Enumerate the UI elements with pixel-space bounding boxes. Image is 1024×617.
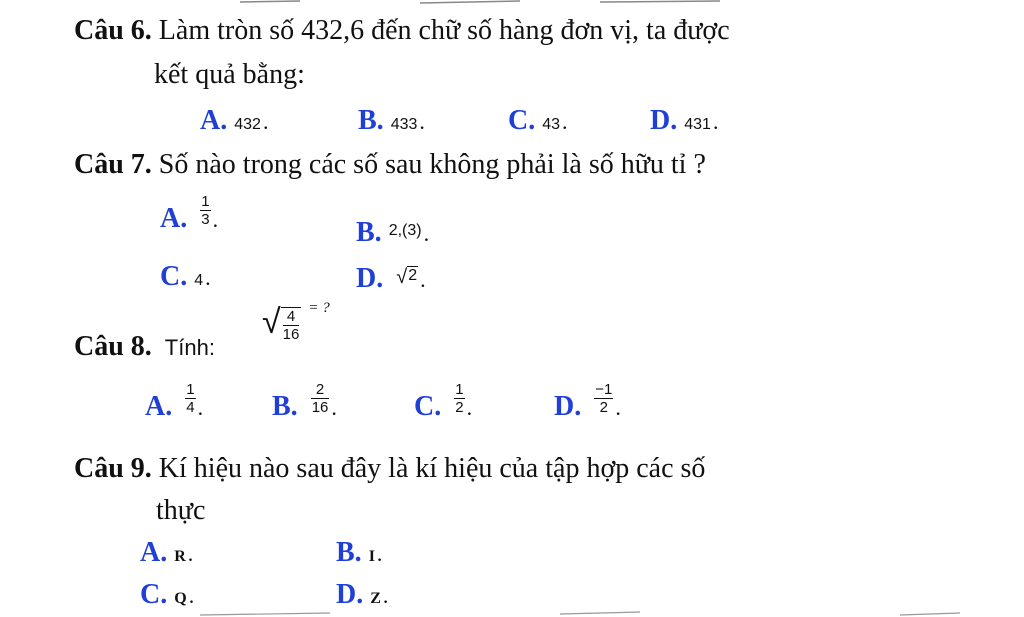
option-value: 432	[234, 116, 261, 133]
option-letter: A.	[160, 203, 188, 234]
question-9-label: Câu 9.	[74, 453, 152, 484]
question-6-line-1	[74, 14, 730, 48]
fraction: $\frac{1}{2}$	[455, 381, 464, 417]
option-value: 43	[542, 116, 561, 133]
option-letter: B.	[272, 391, 298, 422]
q8-expression	[256, 302, 330, 343]
question-8-text: Tính:	[164, 335, 215, 360]
option-value: Q	[174, 590, 187, 607]
option-letter: C.	[140, 579, 168, 610]
q8-option-c[interactable]: C. $\frac{1}{2}$ .	[414, 381, 473, 422]
expression-fraction: 4 16	[282, 308, 300, 343]
question-7-text: Số nào trong các số sau không phải là số hữu tỉ ?	[158, 149, 706, 180]
option-value: R	[174, 548, 186, 565]
option-letter: D.	[336, 579, 364, 610]
option-letter: B.	[358, 105, 384, 136]
option-letter: B.	[336, 537, 362, 568]
q8-option-d[interactable]: D. $\frac{-1}{2}$ .	[554, 381, 621, 422]
option-letter: C.	[160, 261, 188, 292]
q6-option-d[interactable]: D. 431.	[650, 105, 719, 136]
q7-option-c[interactable]: C. 4.	[160, 261, 211, 292]
expression-tail: = ?	[308, 300, 330, 317]
q9-option-c[interactable]: C. Q.	[140, 579, 195, 610]
q6-option-c[interactable]: C. 43.	[508, 105, 568, 136]
square-root: √ 4 16	[262, 303, 300, 343]
q7-option-a[interactable]: A. $\frac{1}{3}$ .	[160, 193, 219, 234]
option-value: 2,(3)	[388, 222, 422, 239]
fraction: $\frac{-1}{2}$	[595, 381, 613, 417]
option-letter: A.	[140, 537, 168, 568]
q7-option-b[interactable]: B. $^{2,(3)}$.	[356, 217, 430, 248]
fraction: $\frac{1}{3}$	[201, 193, 210, 229]
option-letter: A.	[145, 391, 173, 422]
option-letter: D.	[356, 263, 384, 294]
q8-option-b[interactable]: B. $\frac{2}{16}$ .	[272, 381, 337, 422]
question-7-label: Câu 7.	[74, 149, 152, 180]
question-8-label: Câu 8.	[74, 331, 152, 362]
question-8-line	[74, 330, 215, 365]
option-letter: C.	[508, 105, 536, 136]
question-9-text-2: thực	[156, 495, 206, 526]
option-letter: C.	[414, 391, 442, 422]
question-6-line-2	[154, 58, 305, 92]
option-letter: D.	[554, 391, 582, 422]
q9-option-d[interactable]: D. Z.	[336, 579, 389, 610]
fraction: $\frac{2}{16}$	[311, 381, 329, 417]
option-value: 431	[684, 116, 711, 133]
question-7-line	[74, 148, 706, 182]
option-value: 4	[194, 272, 204, 289]
q9-option-b[interactable]: B. I.	[336, 537, 383, 568]
question-9-line-1	[74, 452, 705, 486]
fraction: $\frac{1}{4}$	[186, 381, 195, 417]
square-root: √ 2	[396, 265, 418, 288]
q6-option-b[interactable]: B. 433.	[358, 105, 425, 136]
q7-option-d[interactable]: D. √ 2 .	[356, 263, 426, 294]
top-edge-fragment	[0, 0, 1024, 4]
question-9-line-2	[156, 494, 205, 528]
option-letter: B.	[356, 217, 382, 248]
question-9-text-1: Kí hiệu nào sau đây là kí hiệu của tập hợp các số	[158, 453, 706, 484]
question-6-text-1: Làm tròn số 432,6 đến chữ số hàng đơn vị, ta được	[158, 15, 730, 46]
option-letter: A.	[200, 105, 228, 136]
option-value: 433	[390, 116, 418, 133]
option-value: Z	[370, 590, 381, 607]
option-letter: D.	[650, 105, 678, 136]
option-value: I	[368, 548, 375, 565]
q9-option-a[interactable]: A. R.	[140, 537, 194, 568]
question-6-text-2: kết quả bằng:	[154, 59, 305, 90]
q6-option-a[interactable]: A. 432.	[200, 105, 269, 136]
bottom-edge-fragment	[0, 610, 1024, 617]
question-6-label: Câu 6.	[74, 15, 152, 46]
q8-option-a[interactable]: A. $\frac{1}{4}$ .	[145, 381, 204, 422]
